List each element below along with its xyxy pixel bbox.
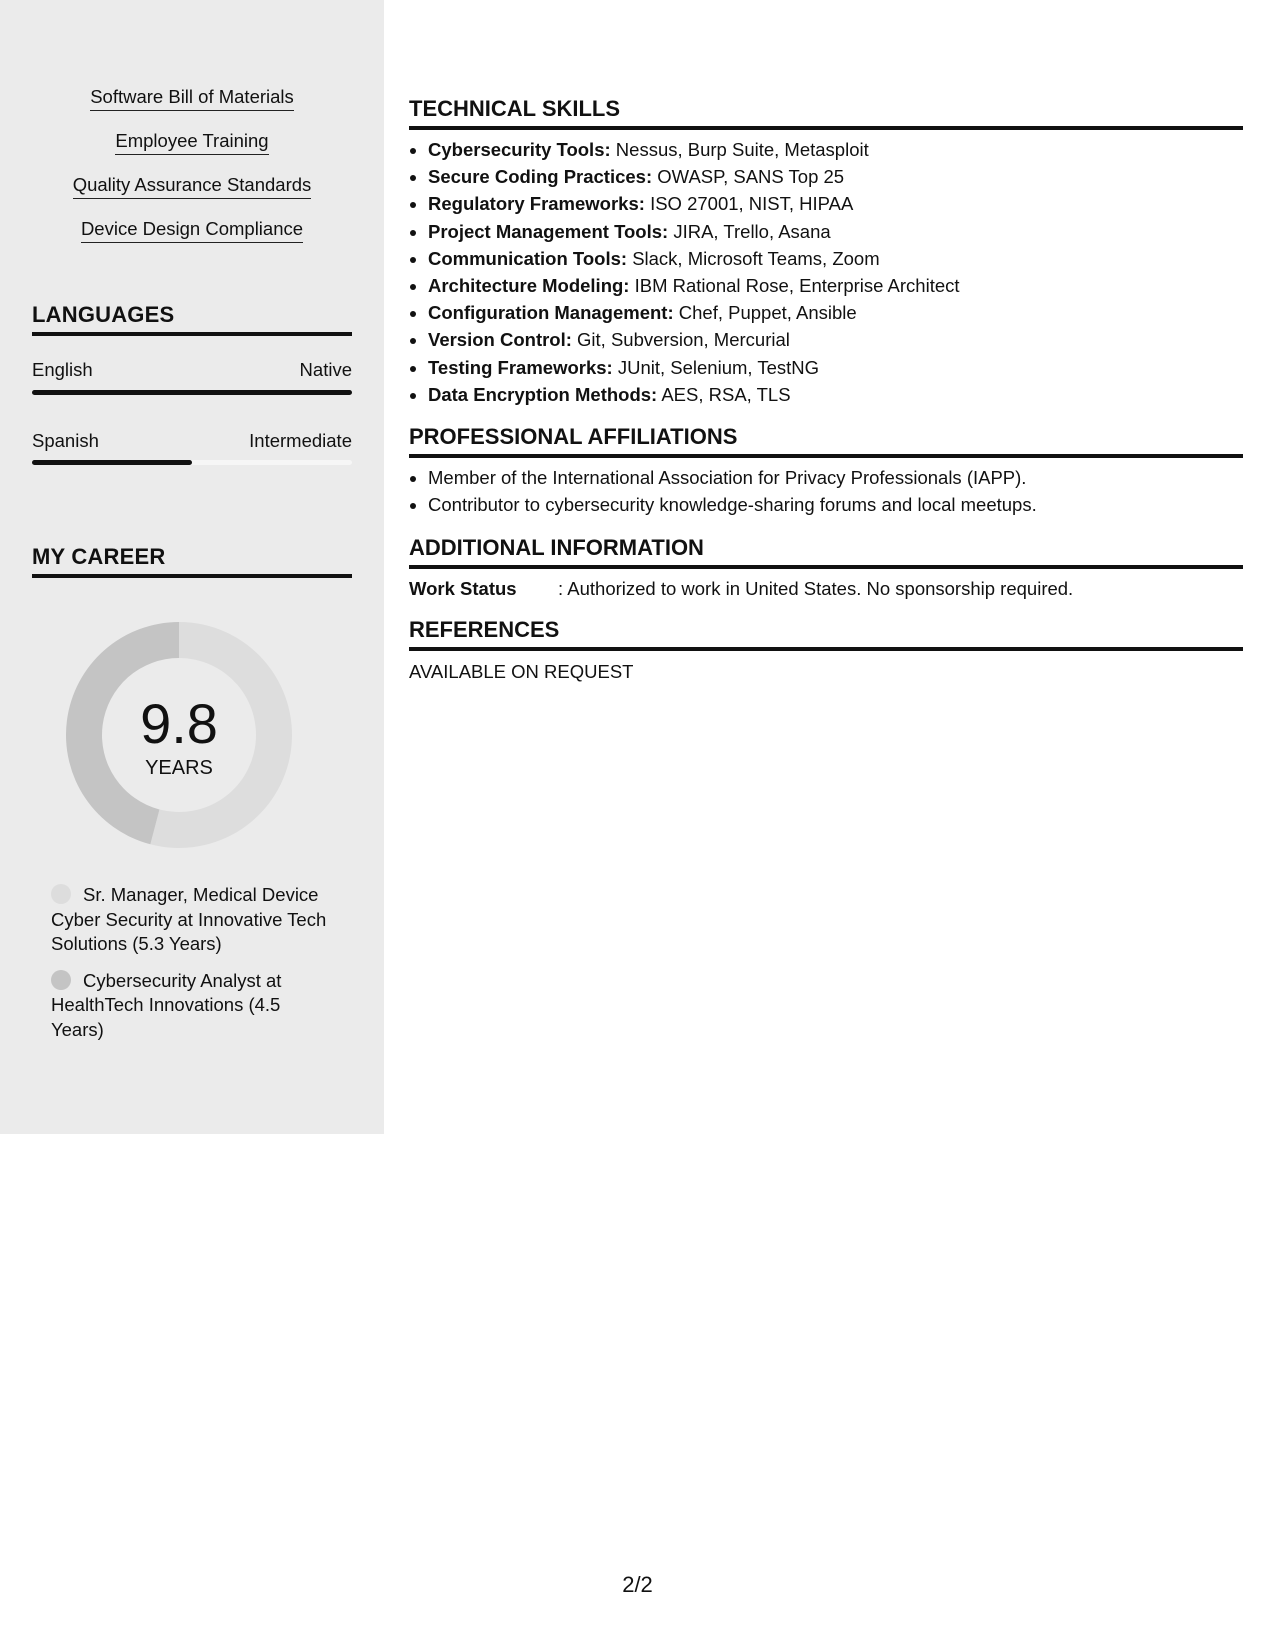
skill-values: Git, Subversion, Mercurial	[577, 329, 790, 351]
skill-category: Secure Coding Practices:	[428, 166, 653, 188]
career-legend	[51, 883, 331, 1054]
skill-tag: Device Design Compliance	[81, 218, 303, 243]
skill-values: OWASP, SANS Top 25	[657, 166, 845, 188]
affiliations-list	[409, 464, 1037, 518]
technical-skills-heading: TECHNICAL SKILLS	[409, 96, 1243, 130]
skill-tag: Employee Training	[115, 130, 268, 155]
work-status-value: : Authorized to work in United States. No sponsorship required.	[558, 578, 1074, 599]
skill-values: AES, RSA, TLS	[661, 383, 791, 405]
skill-values: IBM Rational Rose, Enterprise Architect	[634, 275, 960, 297]
references-heading: REFERENCES	[409, 617, 1243, 651]
career-total-label	[66, 622, 292, 848]
skill-category: Cybersecurity Tools:	[428, 139, 611, 160]
skill-values: Nessus, Burp Suite, Metasploit	[615, 139, 869, 160]
work-status-row	[409, 577, 1073, 601]
technical-skill-item	[428, 354, 960, 381]
language-level: Native	[299, 359, 352, 380]
sidebar	[0, 0, 384, 1134]
language-proficiency-bar	[32, 390, 352, 395]
legend-dot-icon	[51, 970, 71, 990]
technical-skill-item	[428, 326, 960, 353]
technical-skill-item	[428, 218, 960, 245]
language-level: Intermediate	[249, 430, 352, 451]
career-total-unit: YEARS	[145, 757, 213, 779]
affiliation-item: • Contributor to cybersecurity knowledge-sharing forums and local meetups.	[428, 491, 1037, 518]
legend-dot-icon	[51, 884, 71, 904]
skill-values: JUnit, Selenium, TestNG	[617, 356, 820, 378]
skill-category: Configuration Management:	[428, 302, 674, 324]
skill-values: ISO 27001, NIST, HIPAA	[650, 193, 854, 215]
affiliation-item: • Member of the International Association for Privacy Professionals (IAPP).	[428, 464, 1037, 491]
skill-tag: Software Bill of Materials	[90, 86, 294, 111]
languages-heading: LANGUAGES	[32, 302, 352, 336]
skill-values: JIRA, Trello, Asana	[673, 220, 831, 242]
work-status-key: Work Status	[409, 578, 517, 599]
language-proficiency-fill	[32, 460, 192, 465]
career-total-value: 9.8	[140, 692, 218, 755]
page-number: 2/2	[622, 1572, 653, 1597]
technical-skill-item	[428, 163, 960, 190]
skill-values: Slack, Microsoft Teams, Zoom	[632, 247, 880, 269]
skill-category: Project Management Tools:	[428, 220, 669, 242]
skill-tags	[0, 86, 384, 262]
skill-category: Architecture Modeling:	[428, 275, 630, 297]
career-role-label: Sr. Manager, Medical Device Cyber Security at Innovative Tech Solutions (5.3 Years)	[51, 884, 327, 954]
references-text: AVAILABLE ON REQUEST	[409, 661, 634, 682]
skill-category: Version Control:	[428, 329, 572, 351]
language-row	[32, 430, 352, 452]
technical-skill-item	[428, 245, 960, 272]
language-proficiency-bar	[32, 460, 352, 465]
career-heading: MY CAREER	[32, 544, 352, 578]
skill-category: Testing Frameworks:	[428, 356, 613, 378]
technical-skill-item	[428, 299, 960, 326]
career-legend-item	[51, 969, 331, 1043]
career-donut-chart	[66, 622, 292, 848]
skill-values: Chef, Puppet, Ansible	[678, 302, 857, 324]
technical-skill-item	[428, 190, 960, 217]
skill-tag: Quality Assurance Standards	[73, 174, 312, 199]
career-role-label: Cybersecurity Analyst at HealthTech Innovations (4.5 Years)	[51, 969, 282, 1040]
language-proficiency-fill	[32, 390, 352, 395]
language-name: Spanish	[32, 430, 99, 451]
career-legend-item	[51, 883, 331, 957]
skill-category: Communication Tools:	[428, 247, 628, 269]
language-row	[32, 359, 352, 381]
technical-skill-item	[428, 136, 960, 163]
technical-skill-item	[428, 381, 960, 408]
affiliations-heading: PROFESSIONAL AFFILIATIONS	[409, 424, 1243, 458]
skill-category: Regulatory Frameworks:	[428, 193, 645, 215]
skill-category: Data Encryption Methods:	[428, 383, 658, 405]
technical-skill-item	[428, 272, 960, 299]
language-name: English	[32, 359, 93, 380]
technical-skills-list	[409, 136, 960, 408]
additional-info-heading: ADDITIONAL INFORMATION	[409, 535, 1243, 569]
